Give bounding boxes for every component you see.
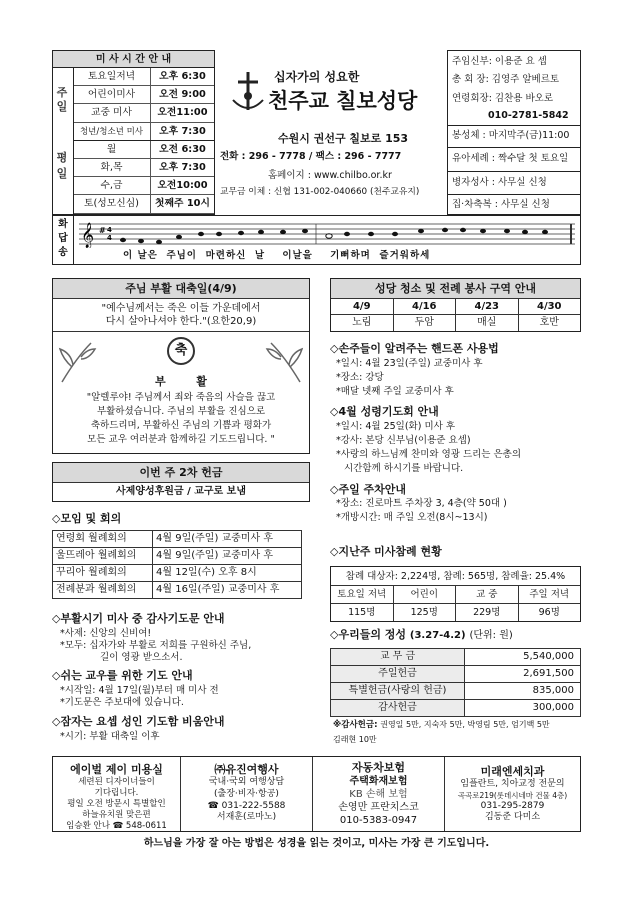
mass-title: 미 사 시 간 안 내 (53, 51, 214, 68)
meeting-name: 연령회 월례회의 (53, 531, 153, 548)
ad-salon (53, 757, 181, 831)
meetings-table (52, 530, 302, 599)
table-row (53, 548, 302, 565)
notice-line: *시작일: 4월 17일(월)부터 매 미사 전 (60, 685, 219, 697)
mass-name: 월 (73, 141, 151, 158)
offering-period: (3.27-4.2) (409, 630, 466, 641)
attendance-header: 주일 저녁 (529, 589, 570, 600)
mass-time: 오후 7:30 (159, 161, 206, 173)
easter-msg-4: 모든 교우 여러분과 함께하길 기도드립니다. " (87, 434, 275, 445)
mass-row (73, 195, 214, 213)
ad-line: (출장·비자·항공) (214, 788, 279, 799)
table-row (53, 565, 302, 582)
cleaning-date: 4/16 (394, 299, 457, 314)
church-header (218, 50, 446, 215)
ad-dental (445, 757, 580, 831)
sleeping-joseph-title: ◇잠자는 요셉 성인 기도함 비움안내 (52, 714, 225, 728)
mass-time: 오후 6:30 (159, 71, 206, 82)
ad-line: 평일 오전 방문시 특별할인 (67, 799, 166, 810)
mass-name: 토요일저녁 (73, 68, 151, 85)
thanks-prayer-title: ◇부활시기 미사 중 감사기도문 안내 (52, 612, 225, 625)
easter-box (52, 278, 310, 454)
mass-time: 오전10:00 (157, 180, 208, 192)
attendance-value: 96명 (538, 607, 560, 618)
offering-label: 감사헌금 (331, 700, 465, 717)
meeting-name: 꾸리아 월례회의 (53, 565, 153, 582)
ad-line: 임플란트, 치아교정 전문의 (460, 779, 565, 790)
diamond-icon: ◇ (330, 628, 339, 641)
mass-name: 교중 미사 (73, 104, 151, 121)
mass-name: 수,금 (73, 177, 151, 194)
attendance-box (330, 566, 581, 622)
offering-amount: 835,000 (465, 683, 581, 700)
offering-label: 특별헌금(사랑의 헌금) (331, 683, 465, 700)
ad-line: 기다립니다. (94, 788, 139, 799)
notice-line: *개방시간: 매 주일 오전(8시~13시) (336, 512, 488, 524)
ad-travel (181, 757, 313, 831)
easter-msg-1: "알렐루야! 주님께서 죄와 죽음의 사슬을 끊고 (86, 392, 276, 403)
cleaning-title: 성당 청소 및 전례 봉사 구역 안내 (331, 279, 580, 299)
church-name: 천주교 칠보성당 (268, 89, 418, 113)
meetings-title (52, 512, 121, 526)
mass-name: 어린이미사 (73, 86, 151, 103)
ad-line: 곡곡로219(롯데시네마 건물 4층) (457, 790, 568, 800)
attendance-summary: 참례 대상자: 2,224명, 참례: 565명, 참례율: 25.4% (331, 569, 580, 586)
notice-line: *장소: 강당 (336, 371, 384, 383)
table-row (53, 531, 302, 548)
offering-amount: 2,691,500 (465, 666, 581, 683)
mass-rows (73, 68, 214, 214)
mass-row (73, 141, 214, 159)
church-subtitle: 십자가의 성요한 (274, 70, 360, 84)
attendance-header: 어린이 (394, 586, 457, 603)
ad-line: 031-295-2879 (480, 800, 545, 811)
phone-class-title: ◇손주들이 알려주는 핸드폰 사용법 (330, 342, 499, 355)
offering-amount: 300,000 (465, 700, 581, 717)
easter-title: 주님 부활 대축일(4/9) (53, 279, 309, 299)
cleaning-dates (331, 299, 580, 315)
parking-title: ◇주일 주차안내 (330, 482, 407, 496)
attendance-header: 교 중 (456, 586, 519, 603)
offering-label: 교 무 금 (331, 649, 465, 666)
staff-box (447, 50, 581, 215)
hymn-box (52, 215, 581, 265)
meeting-date: 4월 9일(주일) 교중미사 후 (153, 531, 302, 548)
ad-salon-name: 에이벌 제이 미용실 (70, 763, 163, 776)
cleaning-groups (331, 315, 580, 331)
church-homepage[interactable]: 홈페이지 : www.chilbo.or.kr (268, 170, 392, 181)
church-logo-icon (230, 70, 266, 114)
offering-title: ◇우리들의 정성 (3.27-4.2) (단위: 원) (330, 628, 513, 641)
svg-text:#: # (99, 226, 106, 235)
ad-line: KB 손해 보험 (349, 789, 408, 801)
attendance-headers (331, 586, 580, 604)
mass-time: 오전 9:00 (159, 89, 206, 101)
svg-text:4: 4 (107, 226, 112, 234)
staff-blessing: 집·차축복 : 사무실 신청 (452, 199, 550, 210)
attendance-header: 토요일 저녁 (331, 586, 394, 603)
notice-line: *강사: 본당 신부님(이용준 요셉) (336, 435, 471, 446)
ad-dental-name: 미래엔세치과 (480, 765, 545, 778)
easter-verse-1: "예수님께서는 죽은 이들 가운데에서 (101, 303, 261, 314)
meeting-date: 4월 9일(주일) 교중미사 후 (153, 548, 302, 565)
ad-insurance-name: 자동차보험 (351, 761, 406, 774)
attendance-values (331, 604, 580, 621)
offering-note-label: ※감사헌금: (333, 720, 378, 730)
collection-text: 사제양성후원금 / 교구로 보냄 (115, 486, 247, 497)
ads-bar (52, 756, 581, 832)
easter-msg-2: 부활하셨습니다. 주님의 부활을 진심으로 (96, 406, 266, 417)
cleaning-date: 4/30 (536, 301, 562, 312)
staff-phone: 010-2781-5842 (488, 110, 569, 121)
offering-amount: 5,540,000 (465, 649, 581, 666)
attendance-value: 115명 (331, 604, 394, 621)
notice-line: *기도문은 주보대에 있습니다. (60, 697, 184, 708)
mass-time: 오전 6:30 (159, 143, 206, 155)
staff-president: 총 회 장: 김영주 알베르토 (452, 74, 560, 85)
ad-insurance (313, 757, 445, 831)
diamond-icon: ◇ (52, 612, 61, 625)
meeting-name: 전례분과 월례회의 (53, 582, 153, 599)
cleaning-group: 노림 (331, 315, 394, 331)
easter-verse-2: 다시 살아나셔야 한다."(요한20,9) (105, 316, 257, 327)
table-row (331, 700, 581, 717)
diamond-icon: ◇ (330, 482, 339, 496)
hymn-lyrics: 이 날은 주님이 마련하신 날 이날을 기뻐하며 즐거워하세 (123, 250, 431, 261)
church-phone: 전화 : 296 - 7778 / 팩스 : 296 - 7777 (220, 151, 402, 162)
ad-line: ☎ 031-222-5588 (207, 800, 286, 811)
resting-prayer-title: ◇쉬는 교우를 위한 기도 안내 (52, 669, 193, 683)
notice-line: 길이 영광 받으소서. (100, 651, 183, 663)
ad-travel-name: ㈜유진여행사 (214, 763, 279, 776)
mass-row (73, 104, 214, 122)
meeting-date: 4월 16일(주일) 교중미사 후 (153, 582, 302, 599)
offering-table (330, 648, 581, 717)
collection-box (52, 462, 310, 502)
church-account: 교무금 이체 : 신협 131-002-040660 (천주교유지) (220, 187, 420, 197)
cleaning-group: 두암 (394, 315, 457, 331)
notice-line: *매달 넷째 주일 교중미사 후 (336, 385, 454, 397)
staff-communion: 봉성체 : 마지막주(금)11:00 (452, 130, 570, 141)
diamond-icon: ◇ (52, 714, 61, 728)
collection-title: 이번 주 2차 헌금 (53, 463, 309, 483)
cleaning-date: 4/9 (331, 299, 394, 314)
notice-line: *사제: 신앙의 신비여! (60, 627, 152, 639)
left-notices (52, 612, 314, 743)
notice-line: *장소: 진로마트 주차장 3, 4층(약 50대 ) (336, 498, 507, 510)
table-row (331, 683, 581, 700)
mass-time: 오전11:00 (157, 107, 208, 119)
table-row (331, 666, 581, 683)
mass-name: 토(성모신심) (73, 195, 151, 212)
cleaning-group: 매실 (456, 315, 519, 331)
staff-funeral: 연령회장: 김찬용 바오로 (452, 93, 554, 104)
staff-sick: 병자성사 : 사무실 신청 (452, 177, 547, 188)
offering-note (333, 720, 550, 731)
diamond-icon: ◇ (330, 342, 339, 355)
table-row (331, 649, 581, 666)
notice-line: *일시: 4월 23일(주일) 교중미사 후 (336, 357, 483, 369)
mass-name: 화,목 (73, 159, 151, 176)
svg-text:𝄞: 𝄞 (81, 223, 95, 248)
attendance-value: 229명 (456, 604, 519, 621)
cleaning-group: 호반 (539, 317, 559, 328)
meeting-date: 4월 12일(수) 오후 8시 (153, 565, 302, 582)
diamond-icon: ◇ (52, 512, 61, 525)
mass-schedule (52, 50, 215, 215)
attendance-value: 125명 (394, 604, 457, 621)
ad-line: 세련된 디자이너들이 (78, 777, 155, 788)
ad-line: 손영만 프란치스코 (338, 802, 419, 814)
mass-row (73, 68, 214, 86)
easter-msg-3: 축하드리며, 부활하신 주님의 기쁨과 평화가 (90, 420, 272, 431)
notice-line: 시간함께 하시기를 바랍니다. (344, 462, 464, 474)
hymn-staff (79, 220, 575, 248)
diamond-icon: ◇ (330, 545, 339, 558)
notice-line: *시기: 부활 대축일 이후 (60, 730, 160, 742)
diamond-icon: ◇ (330, 405, 339, 419)
mass-time: 첫째주 10시 (155, 198, 210, 210)
mass-row (73, 177, 214, 195)
easter-heading: 부 활 (155, 375, 207, 388)
offering-note-text: 권영일 5만, 지숙자 5만, 박영림 5만, 엄기백 5만 (380, 720, 550, 729)
offering-unit: (단위: 원) (469, 630, 513, 641)
mass-name: 청년/청소년 미사 (73, 123, 151, 140)
meetings-title-text: 모임 및 회의 (60, 512, 122, 525)
mass-row (73, 159, 214, 177)
weekday-label: 평 일 (56, 151, 68, 180)
hymn-label: 화 답 송 (58, 219, 68, 258)
mass-time: 오후 7:30 (159, 125, 206, 137)
ad-line: 임승환 안나 ☎ 548-0611 (66, 821, 167, 832)
ad-line: 국내·국외 여행상담 (208, 777, 285, 788)
svg-text:4: 4 (107, 234, 112, 242)
table-row (53, 582, 302, 599)
easter-emblem (167, 337, 195, 365)
spirit-prayer-title: ◇4월 성령기도회 안내 (330, 405, 439, 419)
offering-label: 주일헌금 (331, 666, 465, 683)
sunday-label: 주 일 (56, 86, 68, 113)
offering-note-2: 김래현 10만 (333, 735, 377, 744)
church-address: 수원시 권선구 칠보로 153 (278, 132, 409, 145)
staff-baptism: 유아세례 : 짝수달 첫 토요일 (452, 153, 569, 164)
mass-row (73, 123, 214, 141)
cleaning-date: 4/23 (456, 299, 519, 314)
ad-line: 김동준 다미소 (484, 812, 541, 823)
diamond-icon: ◇ (52, 669, 61, 683)
ad-line: 하늘유치원 맞은편 (82, 810, 151, 821)
ad-line: 서재훈(로마노) (216, 812, 277, 823)
attendance-title: ◇지난주 미사참례 현황 (330, 545, 442, 558)
notice-line: *일시: 4월 25일(화) 미사 후 (336, 421, 455, 433)
meeting-name: 울뜨레아 월례회의 (53, 548, 153, 565)
ad-line: 010-5383-0947 (339, 815, 418, 827)
mass-row (73, 86, 214, 104)
staff-pastor: 주임신부: 이용준 요 셉 (452, 56, 547, 67)
cleaning-box (330, 278, 581, 332)
footer-text: 하느님을 가장 잘 아는 방법은 성경을 읽는 것이고, 미사는 가장 큰 기도입니다. (143, 838, 490, 849)
notice-line: *모두: 십자가와 부활로 저희를 구원하신 주님, (60, 639, 252, 651)
emblem-text: 축 (174, 343, 188, 358)
right-notices (330, 342, 585, 524)
ad-line: 주택화재보험 (349, 776, 408, 788)
notice-line: *사랑의 하느님께 찬미와 영광 드리는 은총의 (336, 448, 522, 460)
